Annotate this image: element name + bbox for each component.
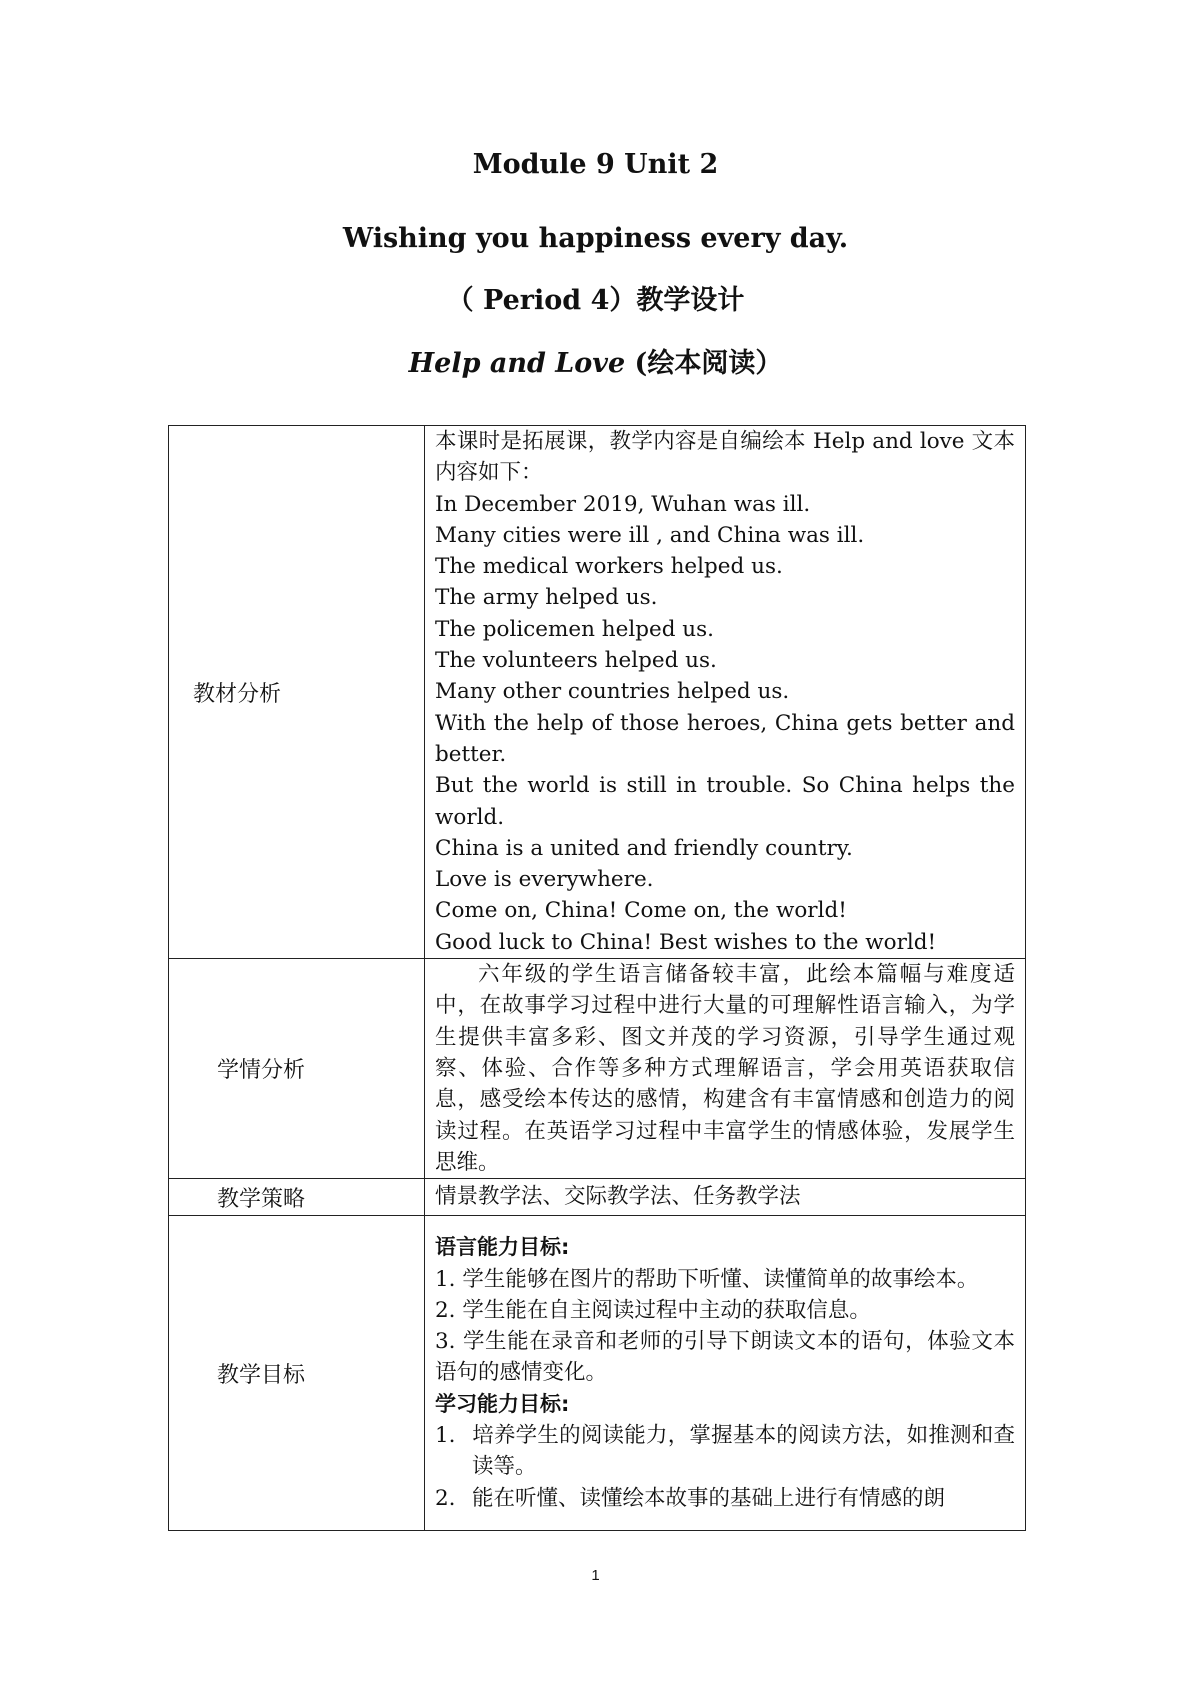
- row-label: [169, 959, 425, 1179]
- table-row: [169, 1179, 1026, 1216]
- row-label: [169, 1216, 425, 1531]
- row-label: [169, 1179, 425, 1216]
- lesson-plan-table: [168, 425, 1026, 1531]
- text-line: Come on, China! Come on, the world!: [435, 898, 847, 924]
- students-text: 六年级的学生语言储备较丰富，此绘本篇幅与难度适中，在故事学习过程中进行大量的可理解性语言输入，为学生提供丰富多彩、图文并茂的学习资源，引导学生通过观察、体验、合作等多种方式理解语言，学会用英语获取信息，感受绘本传达的感情，构建含有丰富情感和创造力的阅读过程。在英语学习过程中丰富学生的情感体验，发展学生思维。: [435, 962, 1015, 1175]
- table-row: [169, 426, 1026, 959]
- item-number: 2.: [435, 1485, 456, 1511]
- text-line: Love is everywhere.: [435, 867, 654, 893]
- picture-book-name: Help and Love: [408, 348, 626, 379]
- table-row: [169, 959, 1026, 1179]
- strategy-content: [425, 1179, 1026, 1216]
- row-label: [169, 426, 425, 959]
- material-content: [425, 426, 1026, 959]
- learning-goals-heading: 学习能力目标:: [435, 1391, 570, 1416]
- goal-item: [435, 1420, 1015, 1483]
- material-label: 教材分析: [193, 681, 282, 707]
- text-line: China is a united and friendly country.: [435, 835, 853, 861]
- lesson-title: Wishing you happiness every day.: [342, 223, 849, 254]
- text-line: Many other countries helped us.: [435, 679, 790, 705]
- text-line: In December 2019, Wuhan was ill.: [435, 491, 811, 517]
- text-line: Many cities were ill , and China was ill.: [435, 522, 865, 548]
- item-number: 1.: [435, 1423, 456, 1449]
- strategy-text: 情景教学法、交际教学法、任务教学法: [435, 1184, 801, 1210]
- text-line: The medical workers helped us.: [435, 554, 783, 580]
- goals-label: 教学目标: [217, 1362, 306, 1388]
- picture-book-title: [0, 349, 1191, 379]
- module-title: Module 9 Unit 2: [472, 149, 719, 180]
- text-line: But the world is still in trouble. So China helps the world.: [435, 773, 1015, 830]
- goal-item: 1. 学生能够在图片的帮助下听懂、读懂简单的故事绘本。: [435, 1266, 979, 1292]
- text-line: The policemen helped us.: [435, 616, 715, 642]
- goals-content: [425, 1216, 1026, 1531]
- page-number: 1: [591, 1567, 600, 1584]
- text-line: The army helped us.: [435, 585, 658, 611]
- students-content: [425, 959, 1026, 1179]
- material-intro: 本课时是拓展课，教学内容是自编绘本 Help and love 文本内容如下：: [435, 429, 1015, 486]
- period-title: （ Period 4）教学设计: [446, 285, 745, 316]
- students-label: 学情分析: [217, 1058, 306, 1084]
- goal-item: 3. 学生能在录音和老师的引导下朗读文本的语句，体验文本语句的感情变化。: [435, 1329, 1015, 1386]
- goal-item: 2. 学生能在自主阅读过程中主动的获取信息。: [435, 1297, 871, 1323]
- item-text: 能在听懂、读懂绘本故事的基础上进行有情感的朗: [472, 1485, 946, 1511]
- table-row: [169, 1216, 1026, 1531]
- item-text: 培养学生的阅读能力，掌握基本的阅读方法，如推测和查读等。: [472, 1423, 1015, 1480]
- text-line: With the help of those heroes, China gets better and better.: [435, 710, 1015, 767]
- text-line: The volunteers helped us.: [435, 648, 717, 674]
- language-goals-heading: 语言能力目标:: [435, 1235, 570, 1260]
- text-line: Good luck to China! Best wishes to the world!: [435, 929, 937, 955]
- strategy-label: 教学策略: [217, 1186, 306, 1212]
- picture-book-type: (绘本阅读）: [625, 348, 783, 379]
- goal-item: [435, 1483, 1015, 1514]
